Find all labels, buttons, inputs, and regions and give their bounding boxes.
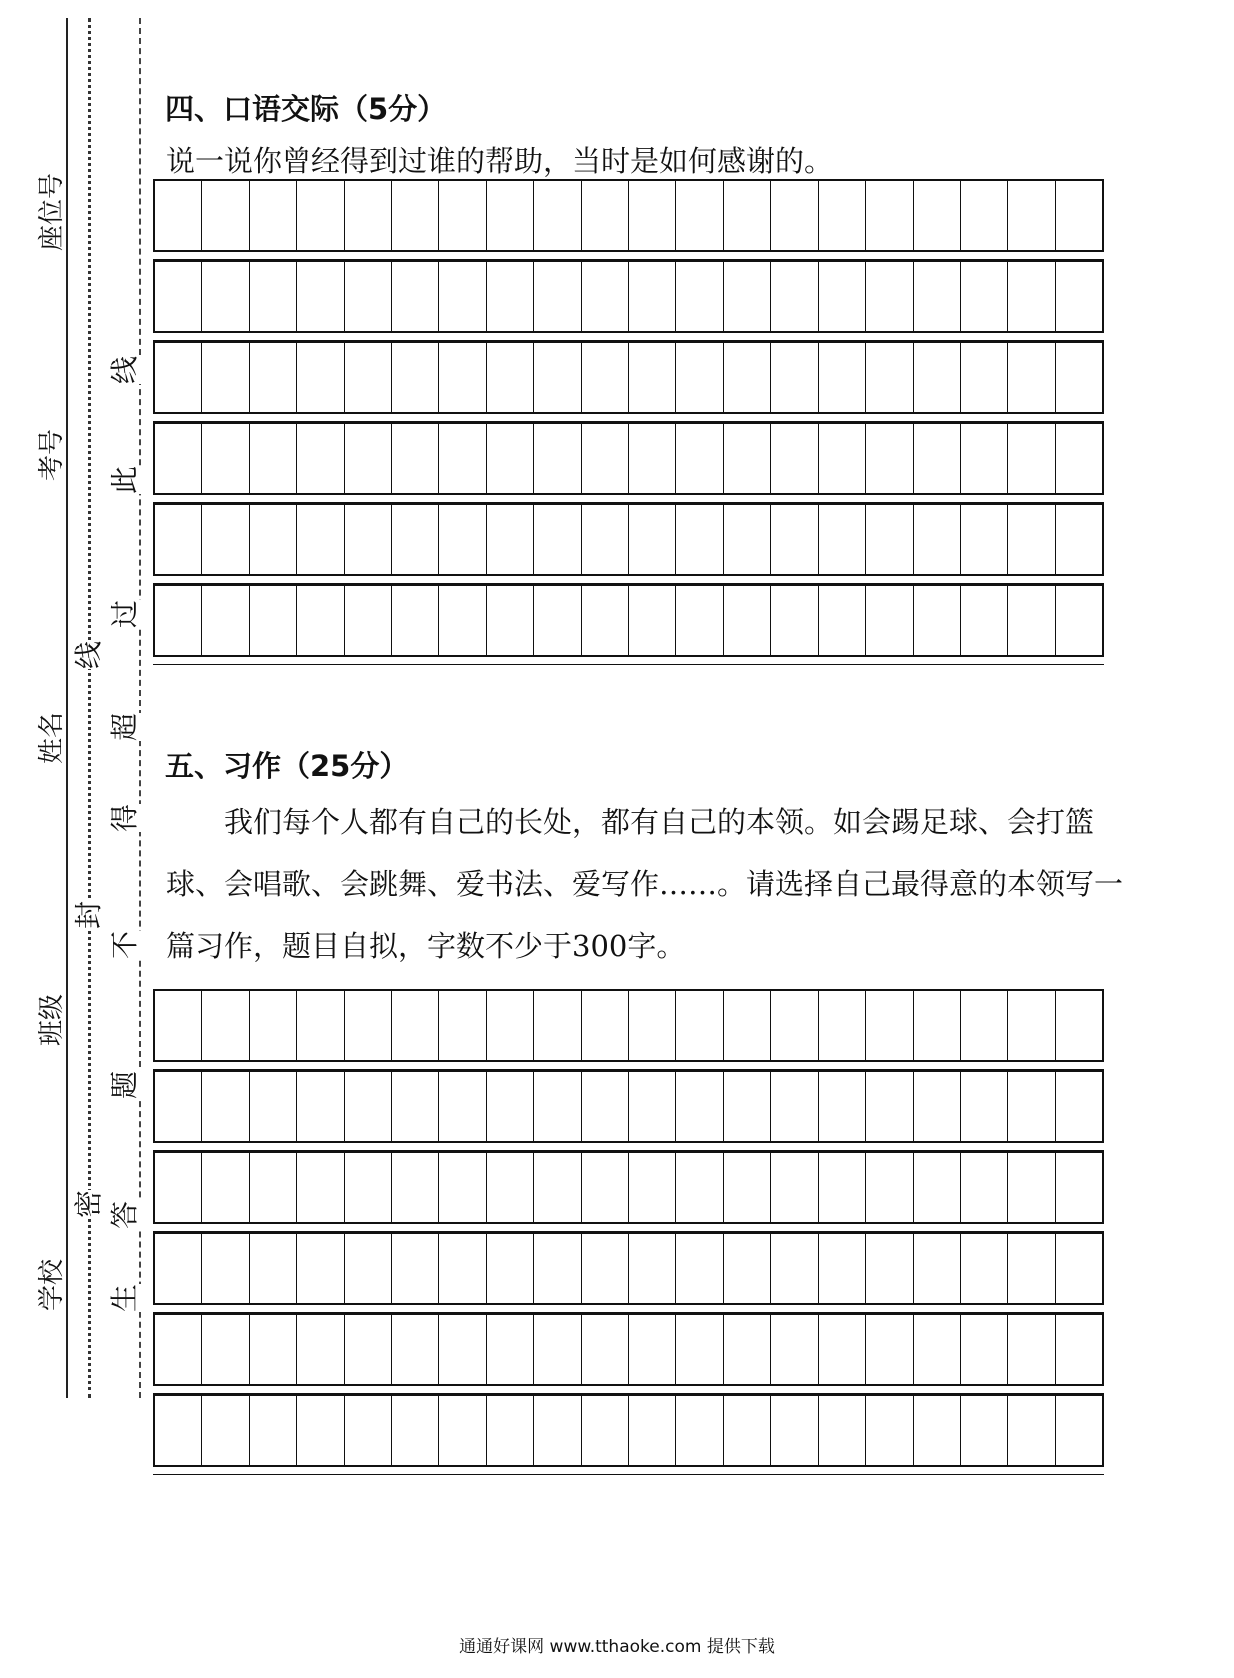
grid-cell[interactable] xyxy=(913,505,960,574)
warning-char: 线 xyxy=(108,355,141,385)
grid-cell[interactable] xyxy=(770,343,817,412)
grid-cell[interactable] xyxy=(533,586,580,655)
grid-cell[interactable] xyxy=(391,343,438,412)
grid-cell[interactable] xyxy=(201,991,248,1060)
grid-cell[interactable] xyxy=(675,586,722,655)
grid-cell[interactable] xyxy=(533,1396,580,1465)
grid-cell[interactable] xyxy=(581,181,628,250)
grid-cell[interactable] xyxy=(249,505,296,574)
grid-cell[interactable] xyxy=(865,586,912,655)
grid-cell[interactable] xyxy=(1055,1396,1102,1465)
seal-word-xian: 线 xyxy=(72,640,105,670)
grid-cell[interactable] xyxy=(296,1153,343,1222)
grid-cell[interactable] xyxy=(960,181,1007,250)
grid-cell[interactable] xyxy=(723,1234,770,1303)
grid-cell[interactable] xyxy=(391,1153,438,1222)
grid-cell[interactable] xyxy=(344,343,391,412)
grid-cell[interactable] xyxy=(296,181,343,250)
grid-cell[interactable] xyxy=(818,424,865,493)
footer-credit: 通通好课网 www.tthaoke.com 提供下载 xyxy=(459,1637,775,1657)
grid-cell[interactable] xyxy=(675,1072,722,1141)
grid-cell[interactable] xyxy=(581,424,628,493)
grid-cell[interactable] xyxy=(533,262,580,331)
grid-cell[interactable] xyxy=(770,1396,817,1465)
grid-cell[interactable] xyxy=(723,181,770,250)
grid-cell[interactable] xyxy=(533,1072,580,1141)
warning-char: 题 xyxy=(108,1070,141,1100)
grid-cell[interactable] xyxy=(201,424,248,493)
grid-cell[interactable] xyxy=(155,1234,201,1303)
grid-cell[interactable] xyxy=(1055,181,1102,250)
grid-cell[interactable] xyxy=(818,1234,865,1303)
grid-cell[interactable] xyxy=(296,991,343,1060)
grid-row-gap xyxy=(153,333,1104,341)
writing-grid-section4[interactable] xyxy=(153,179,1104,665)
grid-cell[interactable] xyxy=(1055,424,1102,493)
grid-cell[interactable] xyxy=(675,262,722,331)
grid-cell[interactable] xyxy=(581,991,628,1060)
grid-cell[interactable] xyxy=(249,1315,296,1384)
grid-cell[interactable] xyxy=(913,1396,960,1465)
grid-cell[interactable] xyxy=(391,262,438,331)
grid-cell[interactable] xyxy=(770,1153,817,1222)
grid-cell[interactable] xyxy=(391,1072,438,1141)
grid-cell[interactable] xyxy=(249,1072,296,1141)
grid-cell[interactable] xyxy=(486,991,533,1060)
warning-char: 此 xyxy=(108,465,141,495)
grid-cell[interactable] xyxy=(1007,505,1054,574)
grid-cell[interactable] xyxy=(865,1072,912,1141)
grid-row xyxy=(153,1232,1104,1305)
grid-cell[interactable] xyxy=(1055,586,1102,655)
grid-cell[interactable] xyxy=(155,586,201,655)
grid-cell[interactable] xyxy=(960,262,1007,331)
grid-cell[interactable] xyxy=(533,505,580,574)
grid-cell[interactable] xyxy=(723,1396,770,1465)
grid-cell[interactable] xyxy=(249,991,296,1060)
grid-cell[interactable] xyxy=(201,1396,248,1465)
grid-cell[interactable] xyxy=(201,1315,248,1384)
grid-row-gap xyxy=(153,495,1104,503)
grid-cell[interactable] xyxy=(960,1234,1007,1303)
grid-cell[interactable] xyxy=(249,424,296,493)
grid-cell[interactable] xyxy=(1055,343,1102,412)
grid-cell[interactable] xyxy=(155,1153,201,1222)
warning-char: 生 xyxy=(108,1283,141,1313)
grid-cell[interactable] xyxy=(344,262,391,331)
grid-cell[interactable] xyxy=(296,1396,343,1465)
grid-cell[interactable] xyxy=(296,1315,343,1384)
grid-cell[interactable] xyxy=(1007,586,1054,655)
grid-cell[interactable] xyxy=(344,586,391,655)
grid-cell[interactable] xyxy=(770,262,817,331)
grid-cell[interactable] xyxy=(391,1396,438,1465)
grid-row xyxy=(153,1070,1104,1143)
grid-cell[interactable] xyxy=(533,991,580,1060)
grid-cell[interactable] xyxy=(723,1315,770,1384)
grid-cell[interactable] xyxy=(201,1234,248,1303)
grid-cell[interactable] xyxy=(865,505,912,574)
grid-cell[interactable] xyxy=(438,586,485,655)
grid-cell[interactable] xyxy=(960,424,1007,493)
grid-cell[interactable] xyxy=(249,262,296,331)
grid-cell[interactable] xyxy=(1055,1234,1102,1303)
grid-cell[interactable] xyxy=(913,1315,960,1384)
grid-cell[interactable] xyxy=(723,343,770,412)
grid-cell[interactable] xyxy=(818,991,865,1060)
grid-row-gap xyxy=(153,1143,1104,1151)
grid-row-gap xyxy=(153,1305,1104,1313)
grid-cell[interactable] xyxy=(818,181,865,250)
grid-cell[interactable] xyxy=(1055,505,1102,574)
grid-cell[interactable] xyxy=(628,1315,675,1384)
grid-cell[interactable] xyxy=(391,181,438,250)
grid-cell[interactable] xyxy=(296,1234,343,1303)
grid-cell[interactable] xyxy=(628,181,675,250)
grid-cell[interactable] xyxy=(723,262,770,331)
grid-row xyxy=(153,260,1104,333)
grid-cell[interactable] xyxy=(581,505,628,574)
grid-cell[interactable] xyxy=(865,1153,912,1222)
grid-cell[interactable] xyxy=(913,1234,960,1303)
grid-row-gap xyxy=(153,1467,1104,1475)
grid-cell[interactable] xyxy=(486,1234,533,1303)
grid-cell[interactable] xyxy=(960,1396,1007,1465)
grid-row xyxy=(153,341,1104,414)
name-label: 姓名 xyxy=(37,711,67,765)
grid-cell[interactable] xyxy=(486,181,533,250)
grid-cell[interactable] xyxy=(628,586,675,655)
grid-cell[interactable] xyxy=(438,505,485,574)
grid-cell[interactable] xyxy=(675,1396,722,1465)
grid-cell[interactable] xyxy=(628,1072,675,1141)
grid-row-gap xyxy=(153,1224,1104,1232)
section5-title: 五、习作（25分） xyxy=(165,749,409,783)
grid-cell[interactable] xyxy=(391,505,438,574)
grid-cell[interactable] xyxy=(675,1234,722,1303)
grid-cell[interactable] xyxy=(155,262,201,331)
grid-cell[interactable] xyxy=(1007,1315,1054,1384)
grid-cell[interactable] xyxy=(581,1153,628,1222)
grid-cell[interactable] xyxy=(296,424,343,493)
grid-cell[interactable] xyxy=(581,1396,628,1465)
grid-cell[interactable] xyxy=(486,262,533,331)
grid-cell[interactable] xyxy=(628,424,675,493)
grid-cell[interactable] xyxy=(155,505,201,574)
grid-cell[interactable] xyxy=(675,991,722,1060)
grid-row-gap xyxy=(153,657,1104,665)
grid-cell[interactable] xyxy=(438,1234,485,1303)
grid-cell[interactable] xyxy=(155,181,201,250)
grid-cell[interactable] xyxy=(344,424,391,493)
grid-cell[interactable] xyxy=(296,505,343,574)
grid-row xyxy=(153,422,1104,495)
grid-cell[interactable] xyxy=(628,1396,675,1465)
grid-cell[interactable] xyxy=(533,1153,580,1222)
seal-word-mi: 密 xyxy=(72,1189,105,1219)
grid-cell[interactable] xyxy=(533,343,580,412)
grid-cell[interactable] xyxy=(1055,1315,1102,1384)
grid-cell[interactable] xyxy=(391,991,438,1060)
grid-cell[interactable] xyxy=(770,991,817,1060)
grid-cell[interactable] xyxy=(486,1153,533,1222)
grid-cell[interactable] xyxy=(1007,1396,1054,1465)
grid-cell[interactable] xyxy=(344,1072,391,1141)
grid-cell[interactable] xyxy=(818,1153,865,1222)
grid-cell[interactable] xyxy=(486,505,533,574)
grid-cell[interactable] xyxy=(581,262,628,331)
grid-cell[interactable] xyxy=(865,1234,912,1303)
grid-cell[interactable] xyxy=(1055,991,1102,1060)
cut-dashed-line xyxy=(139,18,141,1398)
grid-cell[interactable] xyxy=(533,424,580,493)
exam-number-label: 考号 xyxy=(37,428,67,482)
grid-cell[interactable] xyxy=(1055,262,1102,331)
grid-cell[interactable] xyxy=(486,424,533,493)
grid-cell[interactable] xyxy=(249,181,296,250)
grid-cell[interactable] xyxy=(201,1072,248,1141)
grid-cell[interactable] xyxy=(675,181,722,250)
grid-cell[interactable] xyxy=(438,181,485,250)
grid-cell[interactable] xyxy=(723,1153,770,1222)
grid-cell[interactable] xyxy=(155,1072,201,1141)
writing-grid-section5[interactable] xyxy=(153,989,1104,1475)
grid-cell[interactable] xyxy=(960,586,1007,655)
grid-cell[interactable] xyxy=(1055,1072,1102,1141)
grid-cell[interactable] xyxy=(628,505,675,574)
grid-cell[interactable] xyxy=(344,1396,391,1465)
grid-cell[interactable] xyxy=(723,586,770,655)
grid-cell[interactable] xyxy=(628,262,675,331)
grid-row xyxy=(153,1394,1104,1467)
grid-row-gap xyxy=(153,414,1104,422)
grid-cell[interactable] xyxy=(960,1072,1007,1141)
grid-cell[interactable] xyxy=(675,1315,722,1384)
grid-cell[interactable] xyxy=(344,1153,391,1222)
grid-cell[interactable] xyxy=(296,586,343,655)
grid-cell[interactable] xyxy=(770,505,817,574)
grid-cell[interactable] xyxy=(155,343,201,412)
grid-row-gap xyxy=(153,1062,1104,1070)
grid-cell[interactable] xyxy=(1007,991,1054,1060)
grid-cell[interactable] xyxy=(344,1234,391,1303)
grid-cell[interactable] xyxy=(155,1315,201,1384)
grid-cell[interactable] xyxy=(581,1315,628,1384)
grid-cell[interactable] xyxy=(155,424,201,493)
grid-cell[interactable] xyxy=(486,1315,533,1384)
grid-cell[interactable] xyxy=(723,1072,770,1141)
grid-cell[interactable] xyxy=(391,1315,438,1384)
grid-cell[interactable] xyxy=(818,1072,865,1141)
grid-row-gap xyxy=(153,1386,1104,1394)
grid-cell[interactable] xyxy=(581,1072,628,1141)
grid-cell[interactable] xyxy=(865,1396,912,1465)
grid-cell[interactable] xyxy=(770,181,817,250)
grid-cell[interactable] xyxy=(865,1315,912,1384)
grid-cell[interactable] xyxy=(960,1153,1007,1222)
grid-cell[interactable] xyxy=(770,1072,817,1141)
grid-cell[interactable] xyxy=(913,991,960,1060)
grid-cell[interactable] xyxy=(201,262,248,331)
warning-char: 过 xyxy=(108,599,141,629)
grid-row xyxy=(153,989,1104,1062)
grid-cell[interactable] xyxy=(201,1153,248,1222)
warning-char: 不 xyxy=(108,930,141,960)
grid-cell[interactable] xyxy=(344,181,391,250)
binding-margin xyxy=(0,0,150,1678)
grid-row-gap xyxy=(153,252,1104,260)
grid-cell[interactable] xyxy=(486,1396,533,1465)
grid-cell[interactable] xyxy=(723,991,770,1060)
grid-cell[interactable] xyxy=(391,1234,438,1303)
grid-cell[interactable] xyxy=(675,424,722,493)
grid-row xyxy=(153,1313,1104,1386)
grid-cell[interactable] xyxy=(438,424,485,493)
warning-char: 得 xyxy=(108,803,141,833)
grid-cell[interactable] xyxy=(818,586,865,655)
grid-cell[interactable] xyxy=(913,262,960,331)
grid-cell[interactable] xyxy=(201,505,248,574)
grid-cell[interactable] xyxy=(675,1153,722,1222)
grid-row xyxy=(153,584,1104,657)
grid-cell[interactable] xyxy=(818,1315,865,1384)
grid-cell[interactable] xyxy=(675,505,722,574)
grid-cell[interactable] xyxy=(201,586,248,655)
grid-cell[interactable] xyxy=(770,1315,817,1384)
grid-cell[interactable] xyxy=(438,1396,485,1465)
grid-cell[interactable] xyxy=(344,991,391,1060)
grid-cell[interactable] xyxy=(391,586,438,655)
grid-cell[interactable] xyxy=(628,991,675,1060)
grid-cell[interactable] xyxy=(913,424,960,493)
grid-cell[interactable] xyxy=(581,1234,628,1303)
grid-cell[interactable] xyxy=(865,424,912,493)
grid-cell[interactable] xyxy=(1007,1234,1054,1303)
grid-cell[interactable] xyxy=(723,424,770,493)
grid-cell[interactable] xyxy=(249,1153,296,1222)
grid-cell[interactable] xyxy=(533,1315,580,1384)
grid-cell[interactable] xyxy=(438,262,485,331)
grid-cell[interactable] xyxy=(438,991,485,1060)
section4-title: 四、口语交际（5分） xyxy=(165,92,447,126)
grid-cell[interactable] xyxy=(1007,424,1054,493)
grid-row xyxy=(153,503,1104,576)
grid-cell[interactable] xyxy=(770,424,817,493)
grid-cell[interactable] xyxy=(960,343,1007,412)
grid-cell[interactable] xyxy=(249,586,296,655)
grid-cell[interactable] xyxy=(344,505,391,574)
class-label: 班级 xyxy=(37,993,67,1047)
grid-cell[interactable] xyxy=(533,1234,580,1303)
warning-char: 答 xyxy=(108,1200,141,1230)
grid-cell[interactable] xyxy=(723,505,770,574)
grid-cell[interactable] xyxy=(249,343,296,412)
grid-cell[interactable] xyxy=(155,1396,201,1465)
grid-cell[interactable] xyxy=(865,262,912,331)
grid-cell[interactable] xyxy=(1007,1153,1054,1222)
grid-cell[interactable] xyxy=(818,1396,865,1465)
seat-number-label: 座位号 xyxy=(37,172,67,252)
grid-cell[interactable] xyxy=(960,505,1007,574)
grid-cell[interactable] xyxy=(1007,343,1054,412)
grid-cell[interactable] xyxy=(913,1153,960,1222)
grid-cell[interactable] xyxy=(581,343,628,412)
section5-prompt: 我们每个人都有自己的长处，都有自己的本领。如会踢足球、会打篮球、会唱歌、会跳舞、爱书法、爱写作……。请选择自己最得意的本领写一篇习作，题目自拟，字数不少于300字。 xyxy=(166,805,1124,963)
grid-cell[interactable] xyxy=(913,343,960,412)
seal-word-feng: 封 xyxy=(72,900,105,930)
grid-cell[interactable] xyxy=(201,181,248,250)
grid-cell[interactable] xyxy=(818,505,865,574)
grid-cell[interactable] xyxy=(296,262,343,331)
grid-cell[interactable] xyxy=(770,586,817,655)
grid-cell[interactable] xyxy=(249,1234,296,1303)
grid-cell[interactable] xyxy=(486,1072,533,1141)
grid-cell[interactable] xyxy=(865,343,912,412)
grid-cell[interactable] xyxy=(581,586,628,655)
grid-cell[interactable] xyxy=(438,1072,485,1141)
grid-cell[interactable] xyxy=(818,343,865,412)
grid-cell[interactable] xyxy=(1007,262,1054,331)
grid-cell[interactable] xyxy=(533,181,580,250)
grid-cell[interactable] xyxy=(913,586,960,655)
grid-cell[interactable] xyxy=(628,1153,675,1222)
grid-cell[interactable] xyxy=(391,424,438,493)
section4-prompt: 说一说你曾经得到过谁的帮助，当时是如何感谢的。 xyxy=(166,144,834,178)
grid-cell[interactable] xyxy=(296,1072,343,1141)
grid-cell[interactable] xyxy=(438,1153,485,1222)
grid-cell[interactable] xyxy=(486,586,533,655)
grid-row xyxy=(153,1151,1104,1224)
grid-cell[interactable] xyxy=(1007,181,1054,250)
grid-cell[interactable] xyxy=(628,343,675,412)
grid-cell[interactable] xyxy=(344,1315,391,1384)
grid-cell[interactable] xyxy=(818,262,865,331)
grid-cell[interactable] xyxy=(201,343,248,412)
school-label: 学校 xyxy=(37,1258,67,1312)
grid-cell[interactable] xyxy=(865,181,912,250)
grid-cell[interactable] xyxy=(1007,1072,1054,1141)
grid-cell[interactable] xyxy=(249,1396,296,1465)
grid-cell[interactable] xyxy=(155,991,201,1060)
grid-cell[interactable] xyxy=(960,1315,1007,1384)
grid-cell[interactable] xyxy=(628,1234,675,1303)
grid-cell[interactable] xyxy=(296,343,343,412)
grid-cell[interactable] xyxy=(865,991,912,1060)
grid-cell[interactable] xyxy=(486,343,533,412)
grid-row xyxy=(153,179,1104,252)
grid-cell[interactable] xyxy=(1055,1153,1102,1222)
grid-cell[interactable] xyxy=(960,991,1007,1060)
grid-cell[interactable] xyxy=(913,1072,960,1141)
grid-cell[interactable] xyxy=(913,181,960,250)
grid-cell[interactable] xyxy=(438,1315,485,1384)
grid-row-gap xyxy=(153,576,1104,584)
grid-cell[interactable] xyxy=(770,1234,817,1303)
warning-char: 超 xyxy=(108,712,141,742)
grid-cell[interactable] xyxy=(438,343,485,412)
grid-cell[interactable] xyxy=(675,343,722,412)
